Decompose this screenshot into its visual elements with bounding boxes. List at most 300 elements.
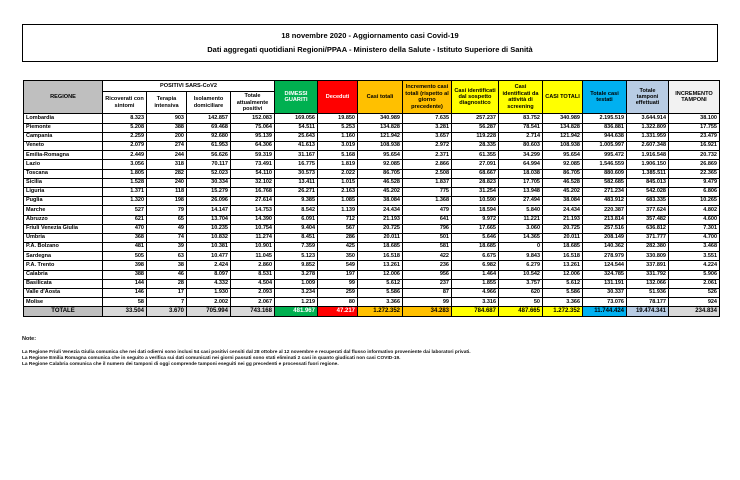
column-header-casi-testati: Totale casi testati — [583, 81, 627, 114]
value-cell: 236 — [403, 261, 452, 270]
value-cell: 775 — [403, 187, 452, 196]
value-cell: 73.491 — [231, 160, 275, 169]
value-cell: 9.843 — [499, 252, 543, 261]
value-cell: 92.085 — [543, 160, 583, 169]
value-cell: 169.056 — [275, 114, 318, 123]
region-name-cell: Veneto — [24, 142, 103, 151]
value-cell: 6.982 — [452, 261, 499, 270]
value-cell: 1.916.548 — [627, 151, 669, 160]
table-row — [24, 197, 720, 206]
value-cell: 483.912 — [583, 197, 627, 206]
value-cell: 8.451 — [275, 233, 318, 242]
value-cell: 152.083 — [231, 114, 275, 123]
value-cell: 39 — [147, 243, 187, 252]
value-cell: 5.906 — [669, 270, 720, 279]
total-value-cell: 487.665 — [499, 307, 543, 316]
value-cell: 501 — [403, 233, 452, 242]
value-cell: 38 — [147, 261, 187, 270]
column-header-regione: REGIONE — [24, 81, 103, 114]
total-value-cell: 1.272.352 — [358, 307, 403, 316]
value-cell: 38.084 — [543, 197, 583, 206]
total-value-cell: 1.272.352 — [543, 307, 583, 316]
region-name-cell: Sicilia — [24, 178, 103, 187]
region-name-cell: Marche — [24, 206, 103, 215]
value-cell: 259 — [318, 289, 358, 298]
value-cell: 1.837 — [403, 178, 452, 187]
value-cell: 51.936 — [627, 289, 669, 298]
value-cell: 26.869 — [669, 160, 720, 169]
value-cell: 79 — [147, 206, 187, 215]
value-cell: 134.828 — [358, 123, 403, 132]
value-cell: 526 — [669, 289, 720, 298]
value-cell: 144 — [103, 279, 147, 288]
table-row — [24, 252, 720, 261]
value-cell: 2.860 — [231, 261, 275, 270]
value-cell: 549 — [318, 261, 358, 270]
region-name-cell: Abruzzo — [24, 215, 103, 224]
value-cell: 56.287 — [452, 123, 499, 132]
value-cell: 8.097 — [187, 270, 231, 279]
value-cell: 527 — [103, 206, 147, 215]
value-cell: 4.332 — [187, 279, 231, 288]
value-cell: 26.271 — [275, 187, 318, 196]
value-cell: 18.685 — [543, 243, 583, 252]
value-cell: 10.754 — [231, 224, 275, 233]
value-cell: 1.320 — [103, 197, 147, 206]
value-cell: 3.019 — [318, 142, 358, 151]
value-cell: 1.385.511 — [627, 169, 669, 178]
value-cell: 3.366 — [543, 298, 583, 307]
value-cell: 92.085 — [358, 160, 403, 169]
value-cell: 74 — [147, 233, 187, 242]
value-cell: 1.331.959 — [627, 132, 669, 141]
value-cell: 470 — [103, 224, 147, 233]
region-name-cell: Puglia — [24, 197, 103, 206]
value-cell: 712 — [318, 215, 358, 224]
value-cell: 83.752 — [499, 114, 543, 123]
region-name-cell: Sardegna — [24, 252, 103, 261]
value-cell: 13.261 — [543, 261, 583, 270]
value-cell: 286 — [318, 233, 358, 242]
value-cell: 2.061 — [669, 279, 720, 288]
value-cell: 237 — [403, 279, 452, 288]
value-cell: 257.516 — [583, 224, 627, 233]
value-cell: 197 — [318, 270, 358, 279]
value-cell: 14.365 — [499, 233, 543, 242]
notes-title: Note: — [22, 336, 37, 342]
value-cell: 1.528 — [103, 178, 147, 187]
value-cell: 425 — [318, 243, 358, 252]
value-cell: 14.753 — [231, 206, 275, 215]
value-cell: 30.573 — [275, 169, 318, 178]
table-row — [24, 151, 720, 160]
value-cell: 324.785 — [583, 270, 627, 279]
region-name-cell: Piemonte — [24, 123, 103, 132]
value-cell: 3.234 — [275, 289, 318, 298]
column-group-positivi: POSITIVI SARS-CoV2 — [103, 81, 275, 92]
value-cell: 944.638 — [583, 132, 627, 141]
table-body — [24, 114, 720, 307]
region-name-cell: P.A. Trento — [24, 261, 103, 270]
region-name-cell: Campania — [24, 132, 103, 141]
value-cell: 1.546.559 — [583, 160, 627, 169]
total-value-cell: 743.168 — [231, 307, 275, 316]
value-cell: 10.477 — [187, 252, 231, 261]
value-cell: 956 — [403, 270, 452, 279]
value-cell: 119.228 — [452, 132, 499, 141]
value-cell: 3.757 — [499, 279, 543, 288]
value-cell: 14.390 — [231, 215, 275, 224]
value-cell: 30.337 — [583, 289, 627, 298]
table-row — [24, 187, 720, 196]
value-cell: 140.362 — [583, 243, 627, 252]
value-cell: 337.891 — [627, 261, 669, 270]
value-cell: 10.235 — [187, 224, 231, 233]
report-title-line2: Dati aggregati quotidiani Regioni/PPAA - Ministero della Salute - Istituto Superiore di Sanità — [207, 45, 533, 55]
value-cell: 5.168 — [318, 151, 358, 160]
value-cell: 257.237 — [452, 114, 499, 123]
covid-data-table — [23, 80, 720, 317]
value-cell: 2.079 — [103, 142, 147, 151]
value-cell: 5.612 — [358, 279, 403, 288]
value-cell: 99 — [318, 279, 358, 288]
value-cell: 5.840 — [499, 206, 543, 215]
region-name-cell: Umbria — [24, 233, 103, 242]
value-cell: 10.265 — [669, 197, 720, 206]
column-header-incremento-tamponi: INCREMENTO TAMPONI — [669, 81, 720, 114]
table-row — [24, 261, 720, 270]
value-cell: 86.705 — [543, 169, 583, 178]
value-cell: 278.979 — [583, 252, 627, 261]
value-cell: 13.261 — [358, 261, 403, 270]
value-cell: 340.989 — [358, 114, 403, 123]
value-cell: 63 — [147, 252, 187, 261]
value-cell: 845.013 — [627, 178, 669, 187]
value-cell: 2.371 — [403, 151, 452, 160]
value-cell: 1.015 — [318, 178, 358, 187]
value-cell: 142.857 — [187, 114, 231, 123]
value-cell: 34.299 — [499, 151, 543, 160]
value-cell: 18.038 — [499, 169, 543, 178]
value-cell: 38.100 — [669, 114, 720, 123]
value-cell: 2.259 — [103, 132, 147, 141]
value-cell: 131.191 — [583, 279, 627, 288]
value-cell: 108.938 — [358, 142, 403, 151]
region-name-cell: Liguria — [24, 187, 103, 196]
value-cell: 1.139 — [318, 206, 358, 215]
value-cell: 10.590 — [452, 197, 499, 206]
value-cell: 4.600 — [669, 215, 720, 224]
value-cell: 4.504 — [231, 279, 275, 288]
value-cell: 13.948 — [499, 187, 543, 196]
value-cell: 16.775 — [275, 160, 318, 169]
column-header-tamponi: Totale tamponi effettuati — [627, 81, 669, 114]
value-cell: 479 — [403, 206, 452, 215]
region-name-cell: Lombardia — [24, 114, 103, 123]
value-cell: 2.002 — [187, 298, 231, 307]
value-cell: 6.675 — [452, 252, 499, 261]
table-row — [24, 114, 720, 123]
value-cell: 21.193 — [543, 215, 583, 224]
value-cell: 16.768 — [231, 187, 275, 196]
value-cell: 5.208 — [103, 123, 147, 132]
value-cell: 56.626 — [187, 151, 231, 160]
value-cell: 200 — [147, 132, 187, 141]
value-cell: 9.852 — [275, 261, 318, 270]
value-cell: 3.281 — [403, 123, 452, 132]
value-cell: 18.685 — [358, 243, 403, 252]
value-cell: 25.643 — [275, 132, 318, 141]
value-cell: 4.224 — [669, 261, 720, 270]
value-cell: 636.812 — [627, 224, 669, 233]
value-cell: 995.472 — [583, 151, 627, 160]
value-cell: 10.542 — [499, 270, 543, 279]
value-cell: 54.110 — [231, 169, 275, 178]
value-cell: 121.942 — [543, 132, 583, 141]
table-row — [24, 142, 720, 151]
value-cell: 641 — [403, 215, 452, 224]
value-cell: 2.714 — [499, 132, 543, 141]
value-cell: 3.657 — [403, 132, 452, 141]
value-cell: 20.011 — [543, 233, 583, 242]
value-cell: 1.160 — [318, 132, 358, 141]
value-cell: 2.449 — [103, 151, 147, 160]
value-cell: 11.045 — [231, 252, 275, 261]
value-cell: 350 — [318, 252, 358, 261]
value-cell: 208.149 — [583, 233, 627, 242]
value-cell: 481 — [103, 243, 147, 252]
value-cell: 368 — [103, 233, 147, 242]
value-cell: 271.234 — [583, 187, 627, 196]
total-value-cell: 19.474.341 — [627, 307, 669, 316]
value-cell: 422 — [403, 252, 452, 261]
value-cell: 5.586 — [358, 289, 403, 298]
value-cell: 38.084 — [358, 197, 403, 206]
value-cell: 2.195.519 — [583, 114, 627, 123]
value-cell: 5.612 — [543, 279, 583, 288]
value-cell: 1.005.997 — [583, 142, 627, 151]
value-cell: 73.076 — [583, 298, 627, 307]
value-cell: 30.334 — [187, 178, 231, 187]
value-cell: 20.011 — [358, 233, 403, 242]
value-cell: 5.646 — [452, 233, 499, 242]
value-cell: 59.319 — [231, 151, 275, 160]
value-cell: 3.551 — [669, 252, 720, 261]
value-cell: 371.777 — [627, 233, 669, 242]
value-cell: 49 — [147, 224, 187, 233]
value-cell: 5.123 — [275, 252, 318, 261]
total-value-cell: 481.967 — [275, 307, 318, 316]
value-cell: 68.667 — [452, 169, 499, 178]
value-cell: 7.359 — [275, 243, 318, 252]
value-cell: 54.511 — [275, 123, 318, 132]
value-cell: 318 — [147, 160, 187, 169]
value-cell: 19.850 — [318, 114, 358, 123]
value-cell: 582.685 — [583, 178, 627, 187]
value-cell: 1.219 — [275, 298, 318, 307]
total-value-cell: 11.744.424 — [583, 307, 627, 316]
value-cell: 17.755 — [669, 123, 720, 132]
value-cell: 46.528 — [358, 178, 403, 187]
value-cell: 505 — [103, 252, 147, 261]
value-cell: 220.387 — [583, 206, 627, 215]
value-cell: 118 — [147, 187, 187, 196]
value-cell: 52.023 — [187, 169, 231, 178]
value-cell: 31.167 — [275, 151, 318, 160]
value-cell: 621 — [103, 215, 147, 224]
value-cell: 2.866 — [403, 160, 452, 169]
table-footer — [24, 307, 720, 316]
value-cell: 0 — [499, 243, 543, 252]
value-cell: 3.316 — [452, 298, 499, 307]
value-cell: 581 — [403, 243, 452, 252]
table-row — [24, 289, 720, 298]
column-header-terapia-intensiva: Terapia intensiva — [147, 92, 187, 114]
value-cell: 27.494 — [499, 197, 543, 206]
value-cell: 27.614 — [231, 197, 275, 206]
region-name-cell: Toscana — [24, 169, 103, 178]
value-cell: 134.828 — [543, 123, 583, 132]
value-cell: 7.301 — [669, 224, 720, 233]
value-cell: 836.881 — [583, 123, 627, 132]
value-cell: 1.322.809 — [627, 123, 669, 132]
value-cell: 7 — [147, 298, 187, 307]
note-friuli: La Regione Friuli Venezia Giulia comunica che nei dati odierni sono inclusi 54 casi positivi censiti dal 28 ottobre al 12 novembre e recuperati dal flusso informativo proveniente dai laboratori privati. — [22, 350, 471, 355]
value-cell: 58 — [103, 298, 147, 307]
value-cell: 64.994 — [499, 160, 543, 169]
value-cell: 18.685 — [452, 243, 499, 252]
value-cell: 377.624 — [627, 206, 669, 215]
value-cell: 21.193 — [358, 215, 403, 224]
total-value-cell: 3.670 — [147, 307, 187, 316]
table-row — [24, 160, 720, 169]
value-cell: 1.009 — [275, 279, 318, 288]
total-value-cell: 234.834 — [669, 307, 720, 316]
value-cell: 10.381 — [187, 243, 231, 252]
value-cell: 357.482 — [627, 215, 669, 224]
value-cell: 46.528 — [543, 178, 583, 187]
region-name-cell: P.A. Bolzano — [24, 243, 103, 252]
value-cell: 13.704 — [187, 215, 231, 224]
value-cell: 3.366 — [358, 298, 403, 307]
value-cell: 3.056 — [103, 160, 147, 169]
value-cell: 45.202 — [358, 187, 403, 196]
table-row — [24, 243, 720, 252]
value-cell: 75.064 — [231, 123, 275, 132]
value-cell: 282.380 — [627, 243, 669, 252]
value-cell: 15.279 — [187, 187, 231, 196]
table-row — [24, 169, 720, 178]
value-cell: 6.279 — [499, 261, 543, 270]
column-header-casi-totali-2: CASI TOTALI — [543, 81, 583, 114]
table-row — [24, 298, 720, 307]
value-cell: 331.792 — [627, 270, 669, 279]
value-cell: 3.060 — [499, 224, 543, 233]
value-cell: 12.006 — [358, 270, 403, 279]
value-cell: 6.806 — [669, 187, 720, 196]
value-cell: 2.607.348 — [627, 142, 669, 151]
value-cell: 87 — [403, 289, 452, 298]
value-cell: 3.278 — [275, 270, 318, 279]
value-cell: 46 — [147, 270, 187, 279]
value-cell: 3.468 — [669, 243, 720, 252]
value-cell: 1.371 — [103, 187, 147, 196]
value-cell: 17 — [147, 289, 187, 298]
value-cell: 388 — [103, 270, 147, 279]
value-cell: 24.434 — [543, 206, 583, 215]
value-cell: 1.805 — [103, 169, 147, 178]
value-cell: 240 — [147, 178, 187, 187]
note-calabria: La Regione Calabria comunica che il numero dei tamponi di oggi comprende tamponi eseguiti nei gg precedenti e processati fuori regione. — [22, 362, 339, 368]
value-cell: 2.508 — [403, 169, 452, 178]
value-cell: 32.102 — [231, 178, 275, 187]
value-cell: 2.093 — [231, 289, 275, 298]
table-row — [24, 178, 720, 187]
value-cell: 17.665 — [452, 224, 499, 233]
value-cell: 3.644.914 — [627, 114, 669, 123]
table-row — [24, 132, 720, 141]
table-header — [24, 81, 720, 114]
region-name-cell: Molise — [24, 298, 103, 307]
value-cell: 16.921 — [669, 142, 720, 151]
value-cell: 198 — [147, 197, 187, 206]
value-cell: 4.966 — [452, 289, 499, 298]
value-cell: 2.972 — [403, 142, 452, 151]
value-cell: 108.938 — [543, 142, 583, 151]
value-cell: 69.468 — [187, 123, 231, 132]
value-cell: 5.586 — [543, 289, 583, 298]
value-cell: 80.603 — [499, 142, 543, 151]
column-header-ricoverati: Ricoverati con sintomi — [103, 92, 147, 114]
value-cell: 567 — [318, 224, 358, 233]
table-row — [24, 270, 720, 279]
column-header-sospetto-diagnostico: Casi identificati dal sospetto diagnostico — [452, 81, 499, 114]
notes-section — [22, 336, 722, 369]
value-cell: 2.067 — [231, 298, 275, 307]
value-cell: 28 — [147, 279, 187, 288]
table-row — [24, 224, 720, 233]
value-cell: 31.254 — [452, 187, 499, 196]
total-value-cell: 784.687 — [452, 307, 499, 316]
column-header-deceduti: Deceduti — [318, 81, 358, 114]
value-cell: 16.518 — [543, 252, 583, 261]
column-header-dimessi-guariti: DIMESSI GUARITI — [275, 81, 318, 114]
report-title-line1: 18 novembre 2020 - Aggiornamento casi Covid-19 — [281, 30, 459, 40]
value-cell: 1.368 — [403, 197, 452, 206]
value-cell: 8.323 — [103, 114, 147, 123]
region-name-cell: Basilicata — [24, 279, 103, 288]
value-cell: 12.006 — [543, 270, 583, 279]
region-name-cell: Valle d'Aosta — [24, 289, 103, 298]
value-cell: 1.819 — [318, 160, 358, 169]
value-cell: 13.411 — [275, 178, 318, 187]
value-cell: 65 — [147, 215, 187, 224]
total-row — [24, 307, 720, 316]
value-cell: 2.163 — [318, 187, 358, 196]
value-cell: 4.700 — [669, 233, 720, 242]
table-row — [24, 233, 720, 242]
value-cell: 24.434 — [358, 206, 403, 215]
value-cell: 92.680 — [187, 132, 231, 141]
value-cell: 1.855 — [452, 279, 499, 288]
value-cell: 274 — [147, 142, 187, 151]
value-cell: 1.464 — [452, 270, 499, 279]
value-cell: 99 — [403, 298, 452, 307]
value-cell: 20.725 — [358, 224, 403, 233]
value-cell: 6.091 — [275, 215, 318, 224]
total-value-cell: 705.994 — [187, 307, 231, 316]
value-cell: 398 — [103, 261, 147, 270]
